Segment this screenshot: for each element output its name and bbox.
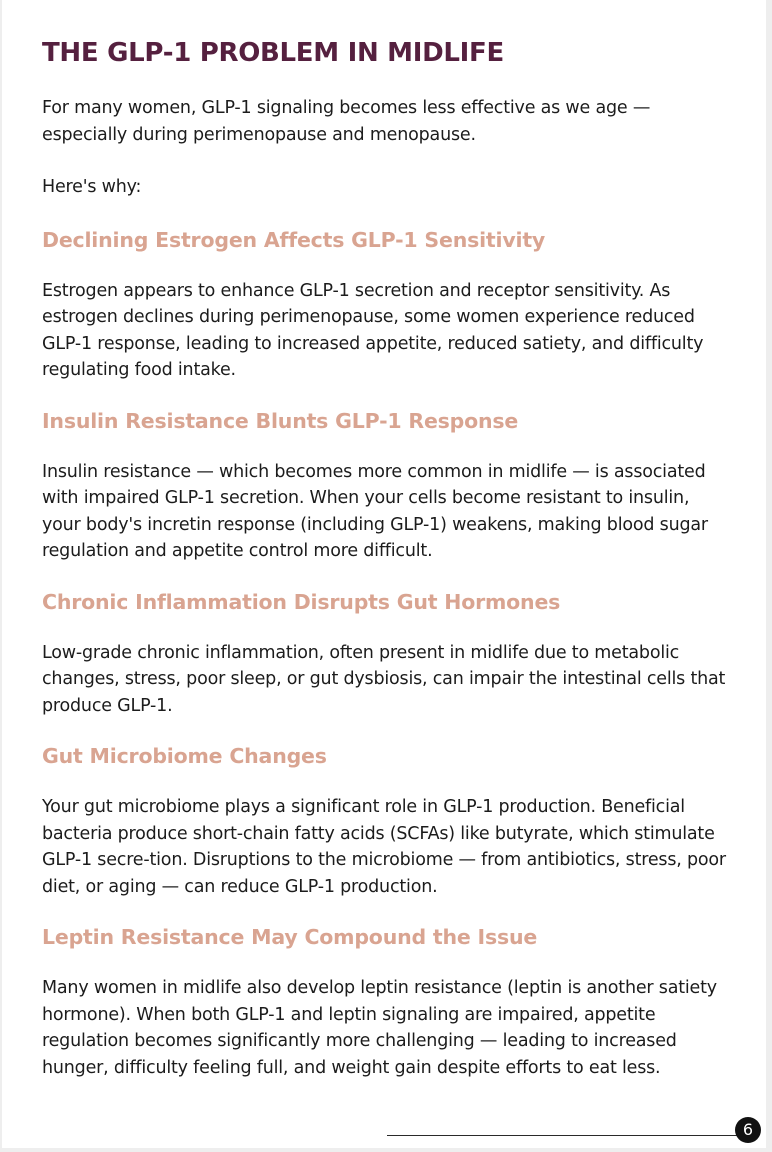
- page-content: [42, 36, 732, 1103]
- section-body: Your gut microbiome plays a significant role in GLP-1 production. Beneficial bacteria produce short-chain fatty acids (SCFAs) like butyrate, which stimulate GLP-1 secre-tion. Disruptions to the microbiome — from antibiotics, stress, poor diet, or aging — can reduce GLP-1 production.: [42, 797, 726, 897]
- section-body: Low-grade chronic inflammation, often present in midlife due to metabolic changes, stress, poor sleep, or gut dysbiosis, can impair the intestinal cells that produce GLP-1.: [42, 642, 726, 716]
- page-title: THE GLP-1 PROBLEM IN MIDLIFE: [42, 38, 504, 68]
- section-leptin: [42, 922, 732, 1081]
- section-estrogen: [42, 225, 732, 384]
- section-body: Many women in midlife also develop leptin resistance (leptin is another satiety hormone). When both GLP-1 and leptin signaling are impaired, appetite regulation becomes significantly more challenging — leading to increased hunger, difficulty feeling full, and weight gain despite efforts to eat less.: [42, 978, 717, 1078]
- section-heading: Insulin Resistance Blunts GLP-1 Response: [42, 408, 519, 433]
- section-body: Estrogen appears to enhance GLP-1 secretion and receptor sensitivity. As estrogen declines during perimenopause, some women experience reduced GLP-1 response, leading to increased appetite, reduced satiety, and difficulty regulating food intake.: [42, 280, 704, 380]
- section-inflammation: [42, 587, 732, 720]
- page-number-badge: 6: [735, 1117, 761, 1143]
- section-heading: Declining Estrogen Affects GLP-1 Sensitivity: [42, 227, 546, 252]
- why-paragraph: Here's why:: [42, 177, 142, 197]
- section-microbiome: [42, 741, 732, 900]
- section-heading: Chronic Inflammation Disrupts Gut Hormones: [42, 589, 561, 614]
- intro-paragraph: For many women, GLP-1 signaling becomes less effective as we age — especially during perimenopause and menopause.: [42, 98, 651, 145]
- section-heading: Leptin Resistance May Compound the Issue: [42, 925, 538, 949]
- section-insulin: [42, 406, 732, 565]
- section-body: Insulin resistance — which becomes more common in midlife — is associated with impaired GLP-1 secretion. When your cells become resistant to insulin, your body's incretin response (including GLP-1) weakens, making blood sugar regulation and appetite control more difficult.: [42, 461, 708, 561]
- section-heading: Gut Microbiome Changes: [42, 744, 327, 768]
- document-page: [2, 0, 766, 1148]
- footer-divider: [387, 1135, 743, 1136]
